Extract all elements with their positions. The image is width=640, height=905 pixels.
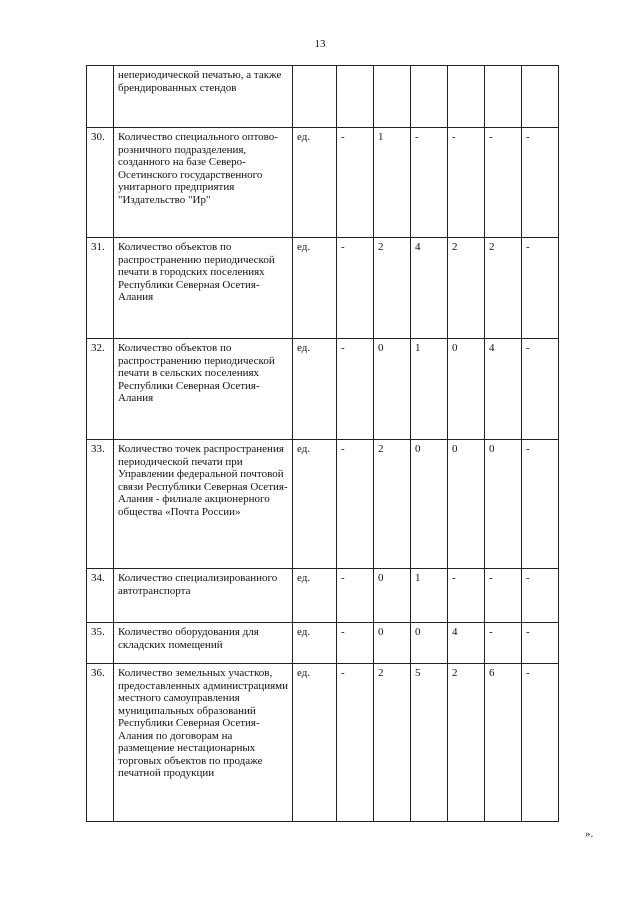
- value-cell: -: [522, 569, 559, 623]
- value-cell: 1: [411, 569, 448, 623]
- indicator-name: Количество земельных участков, предоставленных администрациями местного самоуправления муниципальных образований Республики Северная Осетия-Алания по договорам на размещение нестационарных торговых объектов по продаже печатной продукции: [114, 664, 293, 822]
- value-cell: -: [485, 128, 522, 238]
- row-number: 30.: [87, 128, 114, 238]
- row-number: 36.: [87, 664, 114, 822]
- value-cell: [337, 66, 374, 128]
- value-cell: 0: [374, 569, 411, 623]
- table-row: [87, 664, 559, 822]
- value-cell: 6: [485, 664, 522, 822]
- closing-mark: ».: [585, 828, 594, 840]
- value-cell: -: [522, 238, 559, 339]
- value-cell: 4: [411, 238, 448, 339]
- value-cell: 0: [485, 440, 522, 569]
- value-cell: -: [448, 128, 485, 238]
- row-number: 33.: [87, 440, 114, 569]
- row-number: 31.: [87, 238, 114, 339]
- value-cell: 4: [485, 339, 522, 440]
- value-cell: 0: [411, 623, 448, 664]
- value-cell: -: [337, 569, 374, 623]
- unit-cell: [293, 66, 337, 128]
- value-cell: [374, 66, 411, 128]
- value-cell: 2: [448, 664, 485, 822]
- value-cell: 0: [374, 339, 411, 440]
- value-cell: -: [522, 128, 559, 238]
- table-row: [87, 339, 559, 440]
- unit-cell: ед.: [293, 440, 337, 569]
- value-cell: [411, 66, 448, 128]
- unit-cell: ед.: [293, 339, 337, 440]
- value-cell: -: [522, 664, 559, 822]
- indicator-name: Количество объектов по распространению периодической печати в сельских поселениях Республики Северная Осетия-Алания: [114, 339, 293, 440]
- value-cell: 2: [374, 664, 411, 822]
- indicators-table: [86, 65, 559, 822]
- value-cell: 5: [411, 664, 448, 822]
- value-cell: [448, 66, 485, 128]
- value-cell: -: [337, 128, 374, 238]
- indicator-name: непериодической печатью, а также брендированных стендов: [114, 66, 293, 128]
- value-cell: -: [522, 339, 559, 440]
- value-cell: -: [522, 440, 559, 569]
- value-cell: 0: [374, 623, 411, 664]
- value-cell: 2: [448, 238, 485, 339]
- page-number: 13: [314, 38, 326, 50]
- indicator-name: Количество специализированного автотранспорта: [114, 569, 293, 623]
- value-cell: -: [485, 569, 522, 623]
- indicator-name: Количество специального оптово-розничного подразделения, созданного на базе Северо-Осетинского государственного унитарного предприятия "Издательство "Ир": [114, 128, 293, 238]
- value-cell: -: [337, 339, 374, 440]
- table-row: [87, 569, 559, 623]
- value-cell: 2: [374, 238, 411, 339]
- row-number: 34.: [87, 569, 114, 623]
- value-cell: -: [522, 623, 559, 664]
- value-cell: [485, 66, 522, 128]
- value-cell: 2: [374, 440, 411, 569]
- value-cell: -: [448, 569, 485, 623]
- value-cell: 0: [448, 440, 485, 569]
- table-row: [87, 66, 559, 128]
- unit-cell: ед.: [293, 238, 337, 339]
- row-number: 32.: [87, 339, 114, 440]
- table-row: [87, 238, 559, 339]
- unit-cell: ед.: [293, 623, 337, 664]
- value-cell: -: [337, 440, 374, 569]
- value-cell: 1: [411, 339, 448, 440]
- value-cell: 0: [411, 440, 448, 569]
- unit-cell: ед.: [293, 128, 337, 238]
- indicator-name: Количество оборудования для складских помещений: [114, 623, 293, 664]
- value-cell: 2: [485, 238, 522, 339]
- table-row: [87, 128, 559, 238]
- value-cell: -: [337, 664, 374, 822]
- value-cell: -: [411, 128, 448, 238]
- value-cell: -: [485, 623, 522, 664]
- indicator-name: Количество точек распространения периодической печати при Управлении федеральной почтовой связи Республики Северная Осетия-Алания - филиале акционерного общества «Почта России»: [114, 440, 293, 569]
- unit-cell: ед.: [293, 569, 337, 623]
- value-cell: [522, 66, 559, 128]
- indicator-name: Количество объектов по распространению периодической печати в городских поселениях Республики Северная Осетия-Алания: [114, 238, 293, 339]
- row-number: 35.: [87, 623, 114, 664]
- value-cell: -: [337, 238, 374, 339]
- value-cell: 4: [448, 623, 485, 664]
- row-number: [87, 66, 114, 128]
- unit-cell: ед.: [293, 664, 337, 822]
- value-cell: 0: [448, 339, 485, 440]
- table-row: [87, 440, 559, 569]
- value-cell: -: [337, 623, 374, 664]
- value-cell: 1: [374, 128, 411, 238]
- table-row: [87, 623, 559, 664]
